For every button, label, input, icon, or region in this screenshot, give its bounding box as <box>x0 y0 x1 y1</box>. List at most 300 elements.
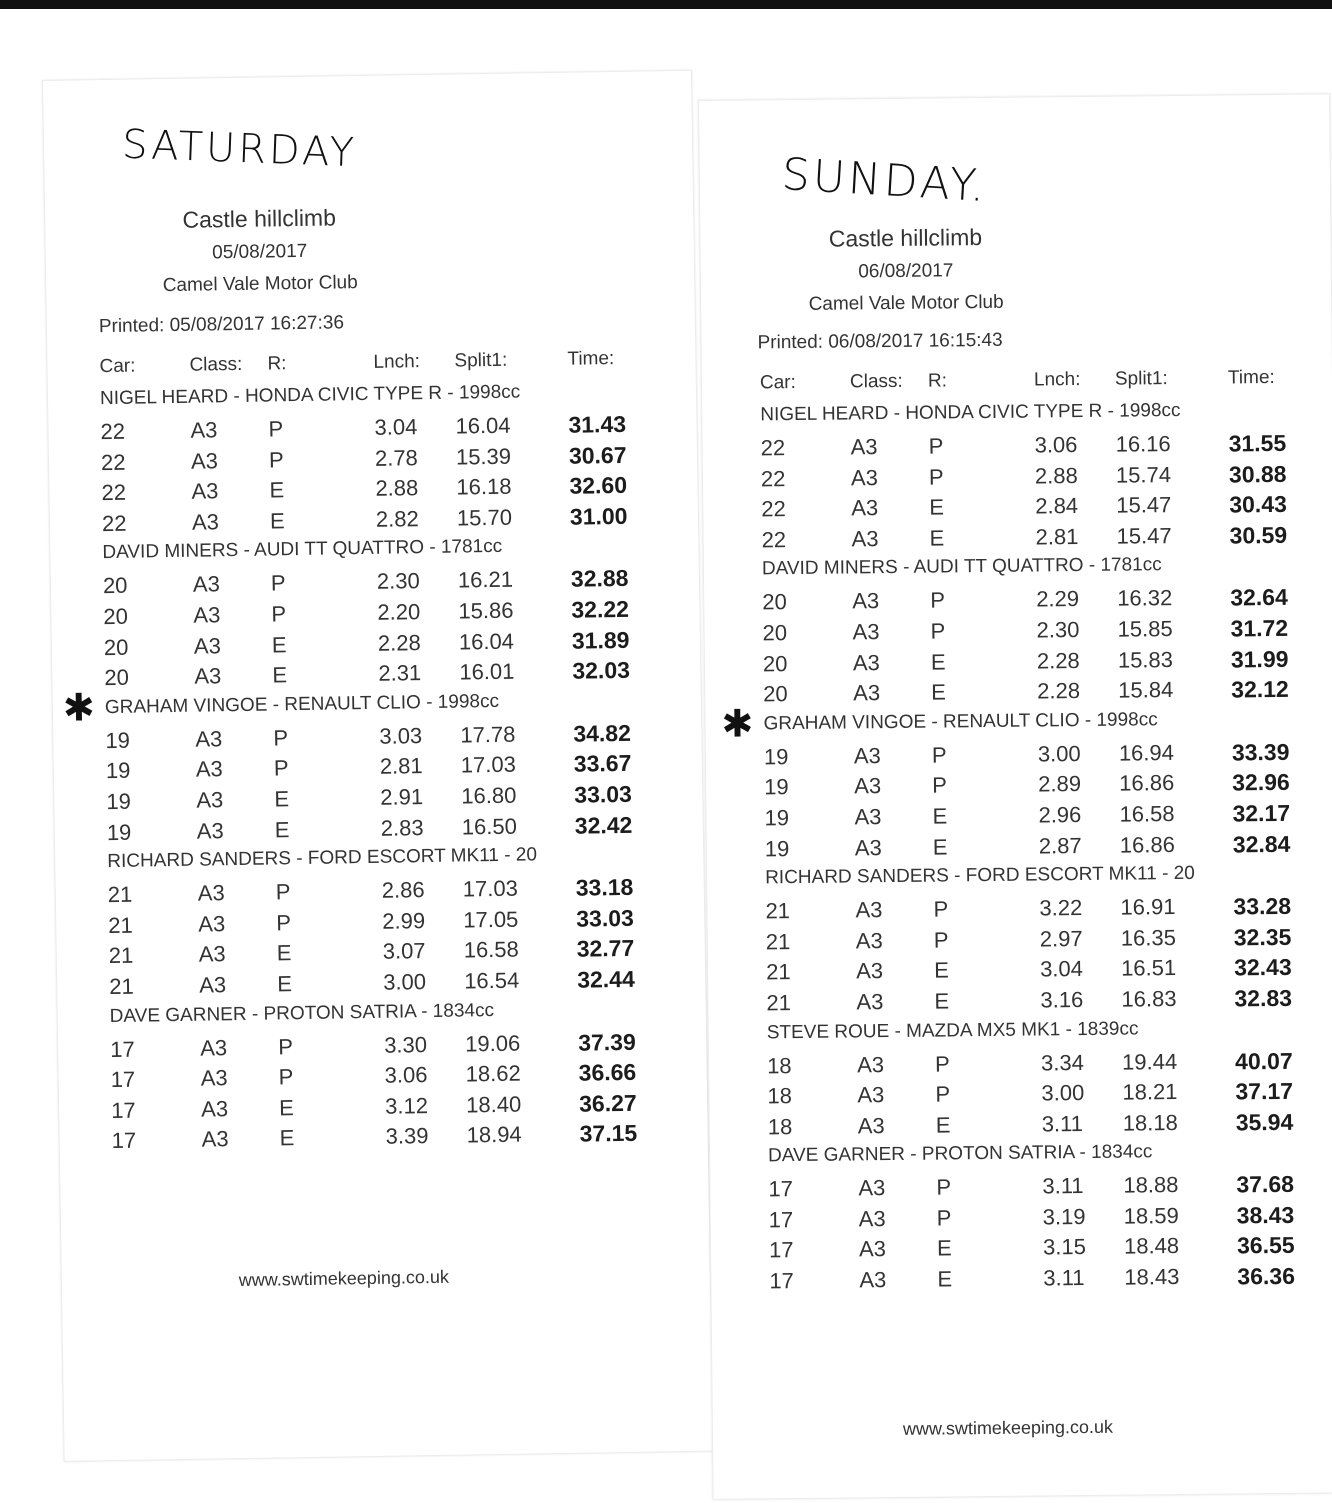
split1-time: 17.03 <box>462 875 519 902</box>
class: A3 <box>198 941 226 967</box>
split1-time: 17.78 <box>460 721 516 748</box>
total-time: 33.39 <box>1231 738 1290 766</box>
launch-time: 2.81 <box>1035 523 1079 550</box>
total-time: 37.15 <box>579 1120 638 1147</box>
launch-time: 2.97 <box>1039 925 1083 952</box>
launch-time: 2.82 <box>375 505 419 532</box>
class: A3 <box>200 1095 229 1122</box>
run-type: E <box>269 477 285 503</box>
class: A3 <box>200 1065 228 1091</box>
car-number: 20 <box>104 664 130 691</box>
run-type: E <box>272 662 288 688</box>
run-type: P <box>932 772 948 798</box>
total-time: 36.66 <box>578 1058 637 1086</box>
split1-time: 18.59 <box>1123 1202 1179 1229</box>
handwritten-asterisk-icon: ✱ <box>721 701 754 746</box>
launch-time: 2.30 <box>376 568 420 595</box>
run-type: E <box>934 988 950 1014</box>
results-table <box>62 347 671 1156</box>
launch-time: 3.00 <box>1037 740 1081 767</box>
total-time: 32.35 <box>1233 923 1292 951</box>
class: A3 <box>852 649 880 675</box>
split1-time: 15.85 <box>1117 616 1173 642</box>
car-number: 20 <box>762 589 787 615</box>
run-type: P <box>278 1064 294 1090</box>
col-time: Time: <box>1227 366 1275 389</box>
run-type: E <box>274 816 290 842</box>
split1-time: 18.48 <box>1123 1233 1180 1260</box>
car-number: 21 <box>765 928 791 955</box>
handwritten-asterisk-icon: ✱ <box>62 685 96 730</box>
car-number: 17 <box>110 1066 136 1093</box>
col-car: Car: <box>759 371 796 394</box>
class: A3 <box>851 525 879 552</box>
split1-time: 16.50 <box>461 813 518 840</box>
split1-time: 16.80 <box>461 782 517 809</box>
run-type: P <box>928 464 944 490</box>
launch-time: 3.06 <box>384 1062 428 1088</box>
driver-name: RICHARD SANDERS - FORD ESCORT MK11 - 20 <box>765 862 1195 889</box>
results-table <box>721 366 1330 1296</box>
col-car: Car: <box>99 355 136 378</box>
run-type: P <box>934 1050 950 1077</box>
total-time: 32.60 <box>569 472 628 499</box>
run-type: P <box>276 909 292 936</box>
run-type: P <box>933 927 949 953</box>
total-time: 32.64 <box>1230 584 1288 611</box>
launch-time: 2.96 <box>1038 801 1082 828</box>
car-number: 19 <box>764 774 789 800</box>
run-type: E <box>929 525 945 551</box>
total-time: 35.94 <box>1235 1108 1294 1136</box>
launch-time: 2.78 <box>374 444 418 471</box>
split1-time: 16.91 <box>1120 894 1176 920</box>
run-type: P <box>268 416 284 442</box>
run-type: P <box>278 1033 294 1059</box>
car-number: 18 <box>767 1113 793 1140</box>
split1-time: 16.21 <box>457 567 514 593</box>
printed-timestamp: Printed: 05/08/2017 16:27:36 <box>98 312 345 338</box>
car-number: 21 <box>766 989 792 1016</box>
car-number: 17 <box>110 1097 136 1123</box>
car-number: 19 <box>106 819 132 845</box>
driver-name: STEVE ROUE - MAZDA MX5 MK1 - 1839cc <box>766 1017 1139 1043</box>
car-number: 19 <box>764 835 790 861</box>
launch-time: 2.99 <box>382 907 426 934</box>
split1-time: 15.47 <box>1116 492 1172 518</box>
car-number: 21 <box>765 898 791 924</box>
total-time: 31.00 <box>569 502 628 530</box>
car-number: 18 <box>766 1052 792 1078</box>
launch-time: 3.12 <box>384 1092 429 1119</box>
total-time: 32.77 <box>576 935 635 963</box>
car-number: 20 <box>102 573 128 599</box>
total-time: 32.88 <box>570 565 629 593</box>
event-date: 06/08/2017 <box>858 260 954 283</box>
total-time: 32.03 <box>572 656 631 684</box>
class: A3 <box>859 1267 887 1293</box>
printed-timestamp: Printed: 06/08/2017 16:15:43 <box>757 329 1003 354</box>
car-number: 22 <box>101 510 127 536</box>
run-type: P <box>273 755 289 781</box>
car-number: 19 <box>763 743 789 770</box>
car-number: 17 <box>110 1036 135 1062</box>
col-launch: Lnch: <box>1033 369 1081 391</box>
total-time: 37.17 <box>1235 1077 1294 1105</box>
car-number: 20 <box>103 603 129 630</box>
launch-time: 2.83 <box>380 814 424 841</box>
col-split1: Split1: <box>454 349 508 372</box>
car-number: 18 <box>767 1083 793 1109</box>
total-time: 30.59 <box>1229 521 1288 549</box>
car-number: 17 <box>111 1127 137 1154</box>
col-split1: Split1: <box>1114 368 1168 390</box>
class: A3 <box>857 1112 885 1139</box>
run-type: E <box>929 494 945 520</box>
split1-time: 16.51 <box>1120 955 1177 981</box>
split1-time: 16.01 <box>459 658 515 685</box>
event-title: Castle hillclimb <box>182 204 337 233</box>
split1-time: 16.54 <box>464 967 520 994</box>
launch-time: 3.39 <box>385 1123 429 1150</box>
driver-name: DAVE GARNER - PROTON SATRIA - 1834cc <box>767 1141 1153 1167</box>
run-row <box>769 1260 1329 1296</box>
launch-time: 2.30 <box>1036 617 1080 643</box>
run-type: P <box>936 1174 952 1200</box>
handwritten-day-label: SATURDAY <box>121 121 358 177</box>
run-type: E <box>932 833 948 860</box>
class: A3 <box>854 804 882 830</box>
split1-time: 18.40 <box>465 1091 522 1118</box>
col-launch: Lnch: <box>373 351 421 373</box>
split1-time: 19.44 <box>1121 1048 1178 1075</box>
total-time: 32.84 <box>1232 830 1291 857</box>
launch-time: 2.28 <box>377 629 421 656</box>
car-number: 21 <box>766 959 791 985</box>
launch-time: 2.28 <box>1037 678 1081 704</box>
split1-time: 15.84 <box>1118 677 1174 703</box>
total-time: 31.99 <box>1230 645 1289 673</box>
class: A3 <box>196 817 224 844</box>
total-time: 32.83 <box>1234 984 1293 1012</box>
launch-time: 3.00 <box>1041 1080 1085 1106</box>
class: A3 <box>856 989 884 1015</box>
run-type: P <box>930 618 946 644</box>
run-type: E <box>279 1125 295 1151</box>
run-type: P <box>273 724 289 751</box>
launch-time: 3.11 <box>1042 1173 1084 1199</box>
driver-name: NIGEL HEARD - HONDA CIVIC TYPE R - 1998cc <box>99 381 521 410</box>
launch-time: 2.20 <box>377 599 421 625</box>
class: A3 <box>198 910 226 937</box>
run-type: E <box>935 1112 951 1138</box>
launch-time: 2.86 <box>381 877 425 903</box>
launch-time: 3.06 <box>1034 432 1078 458</box>
run-type: P <box>270 570 286 596</box>
class: A3 <box>856 958 884 984</box>
split1-time: 18.62 <box>465 1060 521 1087</box>
run-type: E <box>276 940 292 966</box>
total-time: 32.44 <box>576 965 635 993</box>
car-number: 22 <box>760 435 786 461</box>
launch-time: 2.84 <box>1035 493 1079 519</box>
run-type: E <box>931 679 947 705</box>
car-number: 21 <box>108 942 134 969</box>
class: A3 <box>855 897 883 923</box>
class: A3 <box>193 632 222 659</box>
run-type: P <box>935 1081 951 1107</box>
class: A3 <box>853 680 881 706</box>
event-date: 05/08/2017 <box>212 240 308 264</box>
launch-time: 2.88 <box>375 475 419 501</box>
driver-name: NIGEL HEARD - HONDA CIVIC TYPE R - 1998cc <box>760 399 1181 426</box>
split1-time: 17.03 <box>460 751 517 778</box>
class: A3 <box>190 447 219 474</box>
total-time: 36.55 <box>1236 1232 1295 1259</box>
launch-time: 3.19 <box>1042 1203 1086 1230</box>
results-body <box>62 375 672 1156</box>
sunday-results-sheet <box>698 93 1332 1500</box>
total-time: 31.89 <box>571 626 630 654</box>
car-number: 22 <box>100 449 126 475</box>
total-time: 40.07 <box>1234 1047 1293 1074</box>
results-body <box>721 395 1329 1296</box>
col-run: R: <box>927 370 948 392</box>
split1-time: 16.32 <box>1117 585 1173 612</box>
class: A3 <box>853 742 881 769</box>
split1-time: 15.83 <box>1117 646 1174 673</box>
scan-top-edge <box>0 0 1332 9</box>
class: A3 <box>854 834 882 860</box>
car-number: 20 <box>762 620 788 646</box>
run-type: E <box>930 649 946 675</box>
car-number: 21 <box>108 912 133 938</box>
run-type: E <box>933 957 949 983</box>
run-type: E <box>269 508 285 534</box>
class: A3 <box>194 663 222 689</box>
class: A3 <box>191 478 219 504</box>
car-number: 22 <box>761 526 787 553</box>
run-type: P <box>271 601 287 627</box>
col-run: R: <box>267 353 287 375</box>
car-number: 17 <box>768 1176 794 1202</box>
total-time: 33.28 <box>1233 892 1292 920</box>
total-time: 31.55 <box>1228 429 1287 457</box>
class: A3 <box>850 434 878 460</box>
run-type: E <box>936 1235 952 1262</box>
total-time: 30.67 <box>568 441 627 469</box>
split1-time: 15.74 <box>1115 461 1172 488</box>
total-time: 37.39 <box>577 1028 636 1056</box>
total-time: 33.18 <box>575 873 634 901</box>
launch-time: 2.29 <box>1036 586 1080 612</box>
class: A3 <box>192 571 221 598</box>
run-type: P <box>275 879 291 905</box>
split1-time: 16.16 <box>1115 431 1171 457</box>
class: A3 <box>857 1082 885 1108</box>
split1-time: 18.18 <box>1122 1109 1178 1136</box>
total-time: 31.72 <box>1230 614 1289 642</box>
handwritten-day-label: SUNDAY. <box>780 148 989 213</box>
club-name: Camel Vale Motor Club <box>808 291 1004 315</box>
car-number: 17 <box>768 1237 794 1263</box>
total-time: 32.42 <box>574 811 633 839</box>
total-time: 30.88 <box>1228 460 1287 488</box>
split1-time: 16.94 <box>1118 739 1175 766</box>
driver-name: GRAHAM VINGOE - RENAULT CLIO - 1998cc <box>104 690 500 718</box>
run-type: P <box>931 742 947 768</box>
class: A3 <box>850 464 879 491</box>
footer-url: www.swtimekeeping.co.uk <box>902 1416 1114 1439</box>
class: A3 <box>201 1126 229 1152</box>
car-number: 17 <box>769 1268 794 1294</box>
total-time: 30.43 <box>1229 491 1287 518</box>
driver-name: DAVE GARNER - PROTON SATRIA - 1834cc <box>109 999 495 1027</box>
car-number: 21 <box>109 973 134 999</box>
split1-time: 16.04 <box>458 628 515 655</box>
split1-time: 16.18 <box>456 473 512 500</box>
total-time: 38.43 <box>1236 1201 1295 1229</box>
split1-time: 18.94 <box>466 1121 522 1148</box>
run-type: E <box>932 803 948 829</box>
launch-time: 3.11 <box>1041 1110 1084 1137</box>
total-time: 36.27 <box>578 1089 637 1117</box>
car-number: 22 <box>761 496 786 522</box>
class: A3 <box>199 972 227 998</box>
col-time: Time: <box>567 348 615 370</box>
class: A3 <box>854 773 882 799</box>
car-number: 21 <box>107 881 133 908</box>
club-name: Camel Vale Motor Club <box>162 272 358 297</box>
split1-time: 16.35 <box>1120 924 1176 951</box>
launch-time: 3.00 <box>383 968 427 995</box>
split1-time: 15.70 <box>456 504 513 531</box>
class: A3 <box>858 1205 886 1232</box>
launch-time: 2.31 <box>378 660 422 686</box>
class: A3 <box>195 756 223 783</box>
launch-time: 3.30 <box>383 1031 428 1058</box>
class: A3 <box>195 726 223 752</box>
car-number: 19 <box>105 727 131 753</box>
split1-time: 15.86 <box>458 597 514 624</box>
run-type: P <box>928 433 944 459</box>
launch-time: 3.04 <box>1039 956 1084 982</box>
split1-time: 16.83 <box>1121 985 1177 1012</box>
driver-name: GRAHAM VINGOE - RENAULT CLIO - 1998cc <box>763 708 1158 735</box>
run-type: P <box>936 1205 952 1231</box>
class: A3 <box>193 602 221 628</box>
footer-url: www.swtimekeeping.co.uk <box>238 1266 450 1291</box>
event-title: Castle hillclimb <box>828 224 983 252</box>
split1-time: 15.47 <box>1116 522 1172 549</box>
launch-time: 2.89 <box>1038 771 1082 797</box>
car-number: 19 <box>105 758 131 784</box>
total-time: 37.68 <box>1236 1171 1295 1198</box>
run-type: E <box>277 971 293 997</box>
launch-time: 2.87 <box>1038 832 1082 859</box>
launch-time: 3.22 <box>1039 895 1083 921</box>
class: A3 <box>856 1051 885 1077</box>
total-time: 34.82 <box>573 719 632 747</box>
total-time: 32.17 <box>1232 799 1291 827</box>
class: A3 <box>200 1034 228 1061</box>
split1-time: 19.06 <box>464 1030 521 1056</box>
driver-name: DAVID MINERS - AUDI TT QUATTRO - 1781cc <box>761 554 1162 580</box>
class: A3 <box>197 880 225 906</box>
total-time: 32.12 <box>1231 676 1289 703</box>
split1-time: 18.21 <box>1122 1079 1178 1105</box>
total-time: 32.96 <box>1232 769 1290 796</box>
launch-time: 3.07 <box>382 938 426 965</box>
run-type: P <box>930 587 946 613</box>
car-number: 19 <box>764 805 790 831</box>
total-time: 33.03 <box>576 904 634 932</box>
class: A3 <box>858 1175 886 1201</box>
car-number: 22 <box>760 465 786 491</box>
car-number: 20 <box>763 681 788 707</box>
split1-time: 18.43 <box>1124 1264 1180 1290</box>
class: A3 <box>855 927 883 954</box>
split1-time: 18.88 <box>1123 1172 1179 1198</box>
class: A3 <box>851 495 879 521</box>
class: A3 <box>852 588 880 614</box>
total-time: 36.36 <box>1237 1262 1296 1290</box>
car-number: 20 <box>103 634 129 660</box>
split1-time: 15.39 <box>455 443 512 470</box>
total-time: 33.03 <box>574 780 633 808</box>
launch-time: 2.81 <box>379 753 423 780</box>
launch-time: 3.04 <box>374 414 418 440</box>
car-number: 20 <box>762 650 788 676</box>
split1-time: 16.04 <box>455 412 511 439</box>
launch-time: 3.03 <box>379 722 423 749</box>
launch-time: 2.91 <box>380 784 424 810</box>
total-time: 31.43 <box>568 410 627 438</box>
split1-time: 16.58 <box>463 936 519 963</box>
total-time: 32.22 <box>571 595 630 623</box>
run-type: E <box>937 1266 953 1292</box>
launch-time: 3.11 <box>1043 1265 1085 1291</box>
col-class: Class: <box>849 370 903 393</box>
split1-time: 16.58 <box>1119 800 1175 827</box>
total-time: 33.67 <box>573 750 632 778</box>
class: A3 <box>196 787 224 813</box>
run-type: E <box>271 631 287 658</box>
driver-name: DAVID MINERS - AUDI TT QUATTRO - 1781cc <box>102 536 503 564</box>
car-number: 22 <box>101 479 127 506</box>
col-class: Class: <box>189 353 243 376</box>
launch-time: 2.28 <box>1036 647 1080 674</box>
class: A3 <box>858 1236 887 1262</box>
run-type: P <box>268 446 284 473</box>
split1-time: 17.05 <box>463 906 519 933</box>
total-time: 32.43 <box>1233 954 1292 981</box>
split1-time: 16.86 <box>1119 770 1175 796</box>
class: A3 <box>191 509 220 535</box>
run-type: E <box>274 786 290 812</box>
launch-time: 3.16 <box>1040 986 1084 1013</box>
launch-time: 3.34 <box>1040 1049 1085 1075</box>
car-number: 17 <box>768 1206 794 1233</box>
car-number: 19 <box>106 788 132 815</box>
split1-time: 16.86 <box>1119 831 1176 858</box>
launch-time: 3.15 <box>1042 1234 1086 1260</box>
class: A3 <box>190 417 218 443</box>
driver-name: RICHARD SANDERS - FORD ESCORT MK11 - 20 <box>107 844 538 873</box>
run-type: P <box>933 896 949 922</box>
class: A3 <box>852 619 880 645</box>
launch-time: 2.88 <box>1034 462 1078 489</box>
